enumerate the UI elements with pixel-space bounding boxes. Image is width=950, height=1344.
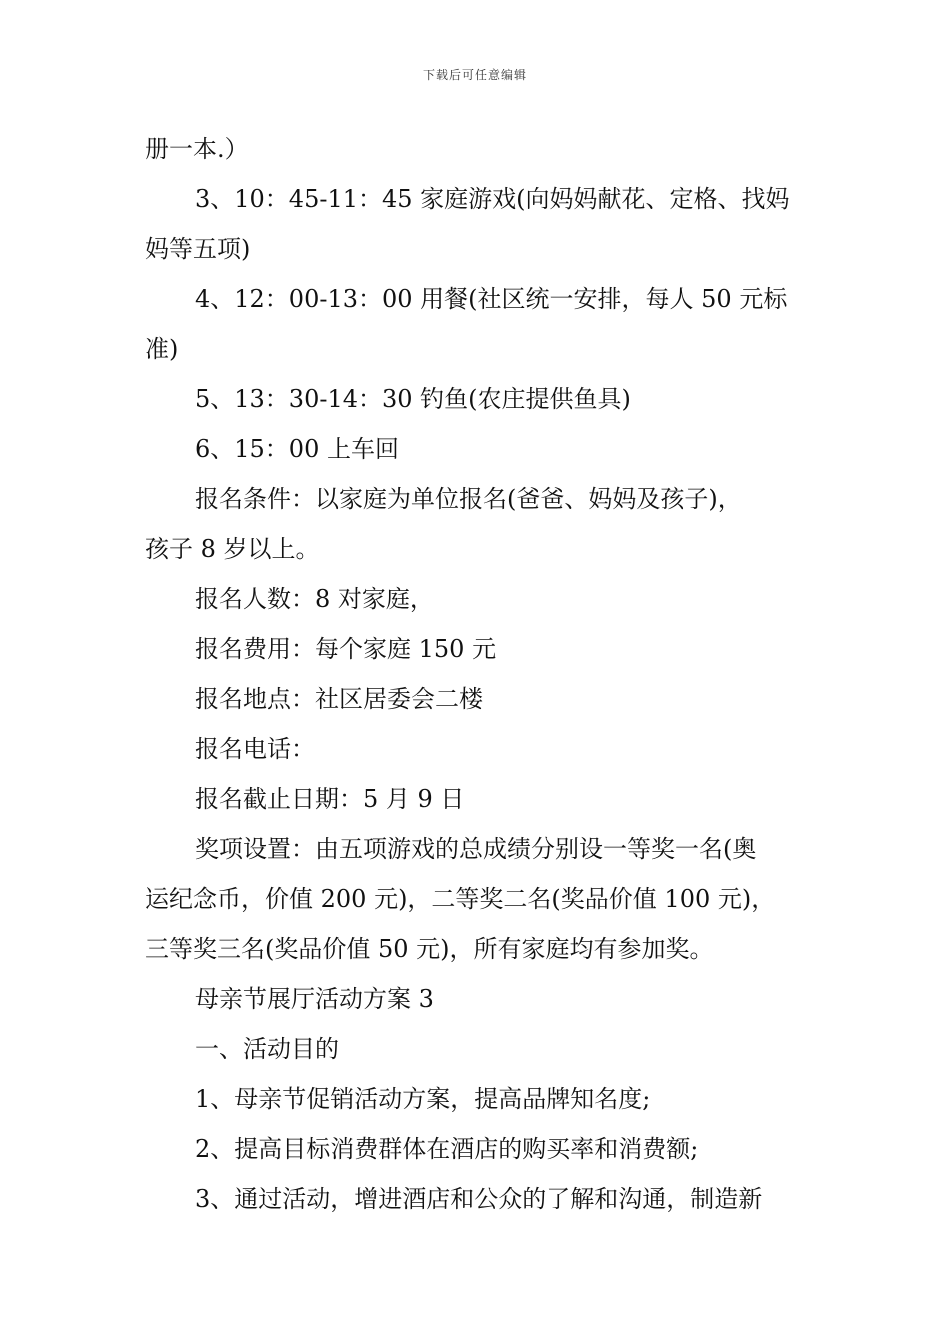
text-line-2: 妈等五项) <box>145 235 251 263</box>
text-line-14: 奖项设置：由五项游戏的总成绩分别设一等奖一名(奥 <box>195 835 757 863</box>
text-line-10: 报名费用：每个家庭 150 元 <box>195 635 497 663</box>
text-line-11: 报名地点：社区居委会二楼 <box>195 685 483 713</box>
document-body <box>145 124 810 1224</box>
text-line-1: 3、10：45-11：45 家庭游戏(向妈妈献花、定格、找妈 <box>195 185 790 213</box>
text-line-21: 3、通过活动，增进酒店和公众的了解和沟通，制造新 <box>195 1185 763 1213</box>
section-title: 母亲节展厅活动方案 3 <box>195 985 434 1013</box>
text-line-19: 1、母亲节促销活动方案，提高品牌知名度; <box>195 1085 651 1113</box>
text-line-7: 报名条件：以家庭为单位报名(爸爸、妈妈及孩子)， <box>195 485 742 513</box>
text-line-8: 孩子 8 岁以上。 <box>145 535 320 563</box>
text-line-0: 册一本.） <box>145 135 249 163</box>
text-line-9: 报名人数：8 对家庭， <box>195 585 434 613</box>
text-line-3: 4、12：00-13：00 用餐(社区统一安排，每人 50 元标 <box>195 285 788 313</box>
text-line-15: 运纪念币，价值 200 元)，二等奖二名(奖品价值 100 元)， <box>145 885 776 913</box>
page-header: 下载后可任意编辑 <box>422 68 527 82</box>
text-line-12: 报名电话： <box>195 735 315 763</box>
text-line-6: 6、15：00 上车回 <box>195 435 399 463</box>
section-heading: 一、活动目的 <box>195 1035 339 1063</box>
text-line-13: 报名截止日期：5 月 9 日 <box>195 785 465 813</box>
text-line-4: 准) <box>145 335 179 363</box>
text-line-20: 2、提高目标消费群体在酒店的购买率和消费额; <box>195 1135 699 1163</box>
text-line-5: 5、13：30-14：30 钓鱼(农庄提供鱼具) <box>195 385 631 413</box>
text-line-16: 三等奖三名(奖品价值 50 元)，所有家庭均有参加奖。 <box>145 935 714 963</box>
